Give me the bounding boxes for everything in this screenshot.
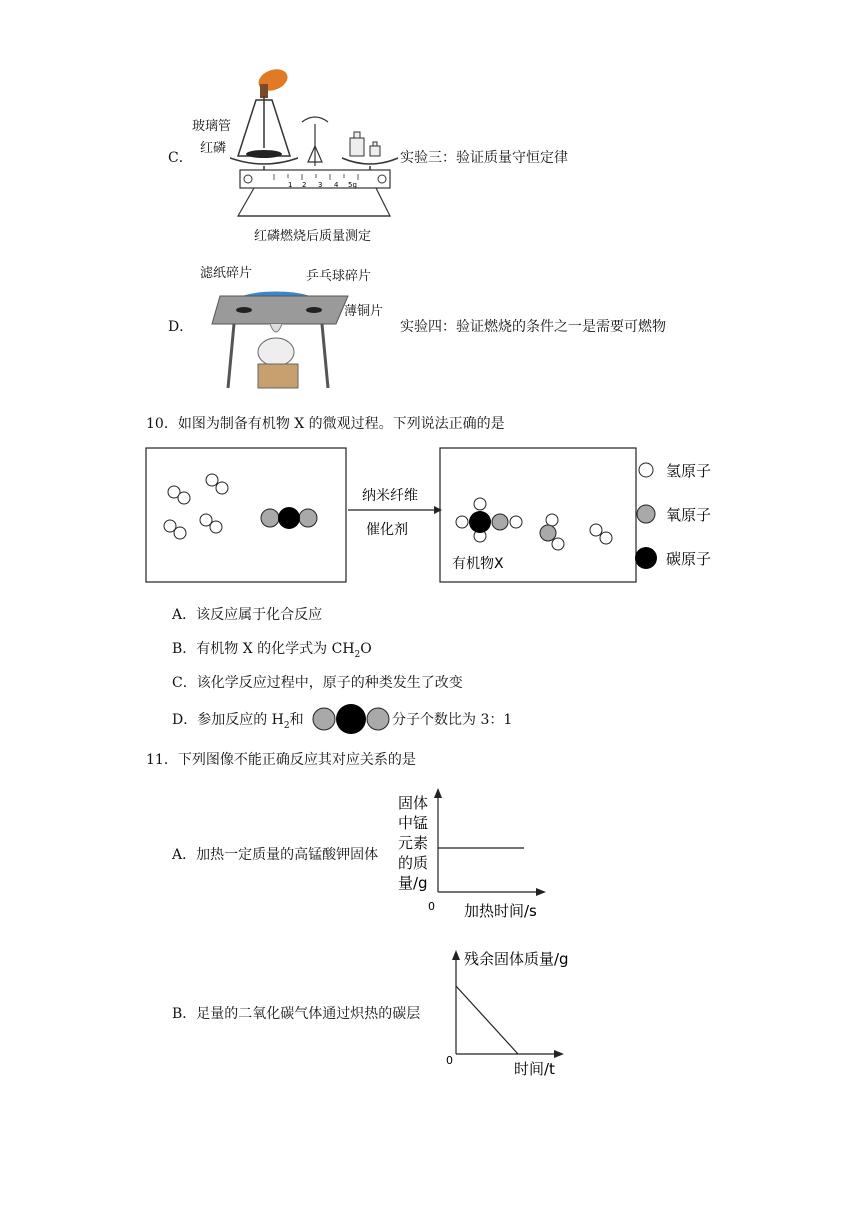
- q10-reaction-diagram: [144, 446, 728, 586]
- q10-option-d-tail: 分子个数比为 3：1: [392, 712, 513, 728]
- label-pingpong: 乒乓球碎片: [306, 269, 372, 284]
- catalyst-line2: 催化剂: [366, 522, 408, 538]
- graph-b-xlabel: 时间/t: [514, 1060, 555, 1078]
- label-filter-paper: 滤纸碎片: [200, 266, 253, 281]
- graph-a-xlabel: 加热时间/s: [464, 902, 537, 920]
- graph-a-ylabel-line: 的质: [398, 854, 429, 872]
- option-c-letter: C．: [168, 150, 193, 166]
- q11-option-b: B．足量的二氧化碳气体通过炽热的碳层: [172, 1006, 421, 1022]
- catalyst-line1: 纳米纤维: [362, 488, 418, 504]
- legend-hydrogen: 氢原子: [666, 462, 712, 480]
- option-d-letter: D．: [168, 319, 194, 335]
- copper-plate-apparatus-illustration: [210, 282, 360, 392]
- label-red-phosphorus: 红磷: [200, 141, 227, 156]
- product-label: 有机物X: [452, 556, 504, 572]
- q11-graph-b: [436, 944, 596, 1080]
- q11-graph-a: [366, 784, 556, 924]
- scale-tick: 4: [334, 181, 339, 189]
- co2-molecule-icon: [312, 704, 390, 734]
- option-c-description: 实验三：验证质量守恒定律: [400, 150, 568, 166]
- q10-stem: 10．如图为制备有机物 X 的微观过程。下列说法正确的是: [146, 416, 505, 432]
- scale-tick: 2: [302, 181, 307, 189]
- balance-apparatus-illustration: [230, 66, 400, 222]
- q11-stem: 11．下列图像不能正确反应其对应关系的是: [146, 752, 416, 768]
- graph-b-ylabel: 残余固体质量/g: [464, 950, 569, 968]
- graph-a-ylabel-line: 中锰: [398, 814, 429, 832]
- option-d-description: 实验四：验证燃烧的条件之一是需要可燃物: [400, 319, 666, 335]
- graph-a-origin: 0: [428, 900, 435, 913]
- legend-oxygen: 氧原子: [666, 506, 712, 524]
- scale-tick: 3: [318, 181, 323, 189]
- q10-option-a: A．该反应属于化合反应: [172, 607, 323, 623]
- q11-option-a: A．加热一定质量的高锰酸钾固体: [172, 847, 379, 863]
- scale-tick: 5g: [348, 181, 357, 189]
- graph-a-ylabel-line: 固体: [398, 794, 429, 812]
- graph-a-ylabel-line: 量/g: [398, 874, 428, 892]
- scale-tick: 1: [288, 181, 293, 189]
- graph-b-origin: 0: [446, 1054, 453, 1067]
- legend-carbon: 碳原子: [666, 550, 712, 568]
- label-glass-tube: 玻璃管: [192, 119, 232, 134]
- graph-a-ylabel-line: 元素: [398, 834, 429, 852]
- label-copper-plate: 薄铜片: [344, 304, 384, 319]
- q10-option-c: C．该化学反应过程中，原子的种类发生了改变: [172, 675, 463, 691]
- option-c-caption: 红磷燃烧后质量测定: [254, 229, 372, 244]
- q10-option-d: D．参加反应的 $H_2$和: [172, 712, 304, 731]
- q10-option-b: B．有机物 X 的化学式为 $CH_2O$: [172, 641, 372, 660]
